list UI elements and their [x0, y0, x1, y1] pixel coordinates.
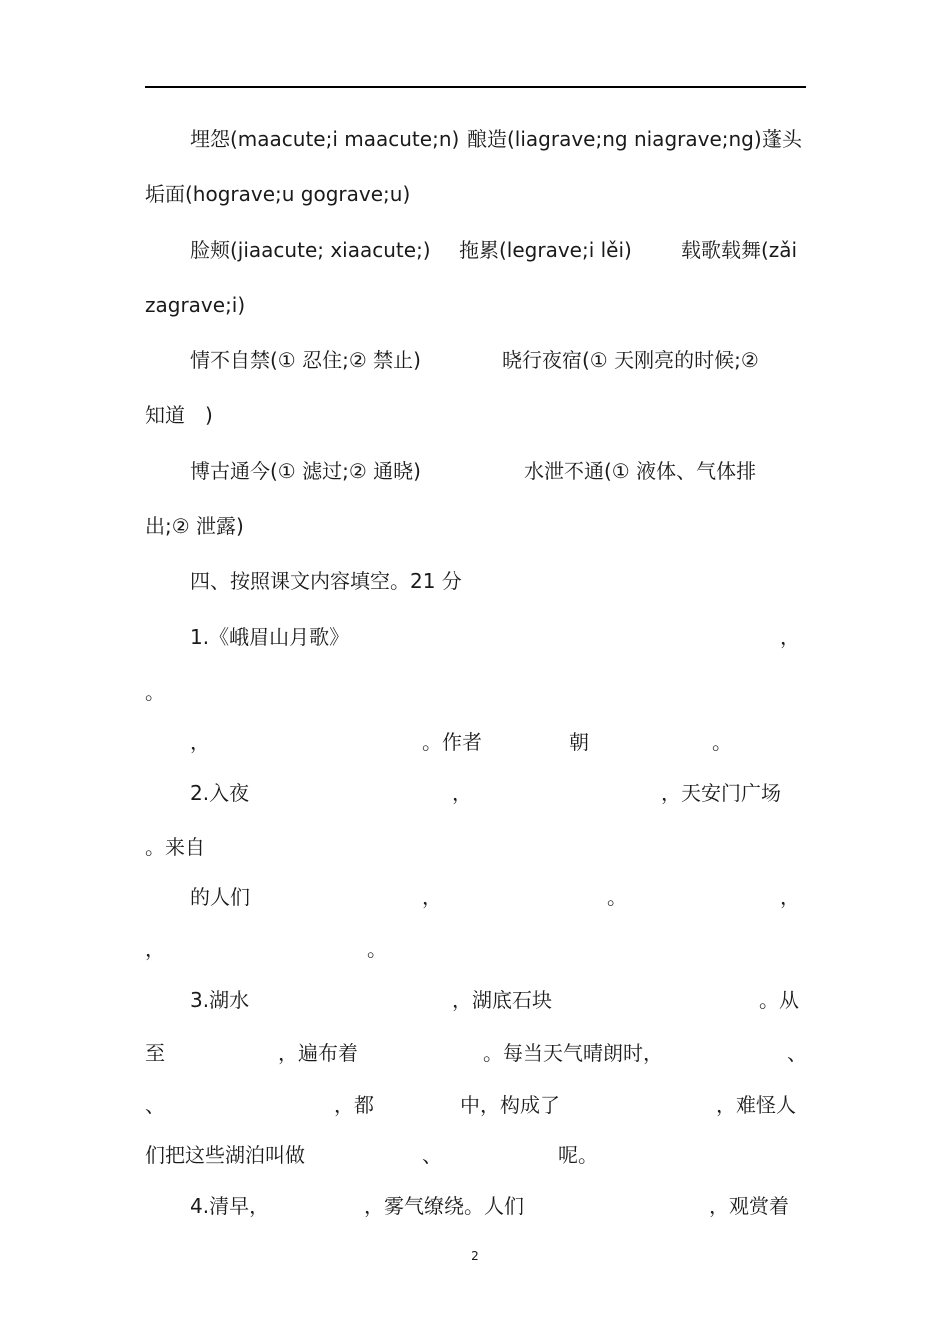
q1-period: 。	[145, 680, 165, 704]
q2-comma3: ，	[780, 885, 800, 909]
vocab-niangzao: 酿造(liagrave;ng niagrave;ng)	[467, 127, 762, 151]
q1-comma: ，	[780, 625, 800, 649]
q2-period1: 。	[607, 885, 627, 909]
q2-renmen: 的人们	[190, 885, 250, 909]
q2-comma4: ，	[145, 937, 165, 961]
q1-author: 。作者	[422, 730, 482, 754]
vocab-shuixiebutong-cont: 出;② 泄露)	[145, 514, 244, 538]
vocab-tuolei: 拖累(legrave;i lěi)	[459, 238, 632, 262]
q3-dun1: 、	[787, 1041, 807, 1065]
q3-hudi: ，湖底石块	[452, 988, 552, 1012]
q4-guanshang: ，观赏着	[709, 1194, 789, 1218]
page-number: 2	[471, 1249, 479, 1263]
q2-period2: 。	[367, 937, 387, 961]
q1-title: 1.《峨眉山月歌》	[190, 625, 350, 649]
q3-zhi: 至	[145, 1041, 165, 1065]
vocab-lianjia: 脸颊(jiaacute; xiaacute;)	[190, 238, 431, 262]
q3-cong: 。从	[759, 988, 799, 1012]
vocab-qingbuzijin: 情不自禁(① 忍住;② 禁止)	[190, 348, 421, 372]
q1-end: 。	[712, 730, 732, 754]
vocab-maiyuan: 埋怨(maacute;i maacute;n)	[190, 127, 460, 151]
q3-ne: 呢。	[558, 1143, 598, 1167]
vocab-zaigezaiwu-cont: zagrave;i)	[145, 293, 246, 317]
vocab-shuixiebutong: 水泄不通(① 液体、气体排	[524, 459, 757, 483]
q2-start: 2.入夜	[190, 781, 250, 805]
q2-tiananmen: ，天安门广场	[661, 781, 781, 805]
vocab-bogutongjin: 博古通今(① 滤过;② 通晓)	[190, 459, 421, 483]
vocab-goumian: 垢面(hograve;u gograve;u)	[145, 182, 411, 206]
q4-start: 4.清早，	[190, 1194, 270, 1218]
q3-dou: ，都	[334, 1093, 374, 1117]
q2-laizi: 。来自	[145, 835, 205, 859]
q3-meidang: 。每当天气晴朗时，	[483, 1041, 663, 1065]
q3-dun3: 、	[422, 1143, 442, 1167]
vocab-pengtou: 蓬头	[762, 127, 802, 151]
q4-wuqi: ，雾气缭绕。人们	[364, 1194, 524, 1218]
q3-zhong: 中，构成了	[460, 1093, 560, 1117]
q3-start: 3.湖水	[190, 988, 250, 1012]
vocab-xiaoxingyesu: 晓行夜宿(① 天刚亮的时候;②	[502, 348, 759, 372]
q2-comma2: ，	[422, 885, 442, 909]
vocab-zaigezaiwu: 载歌载舞(zǎi	[681, 238, 798, 262]
vocab-xiaoxingyesu-cont: 知道 )	[145, 403, 213, 427]
header-rule	[145, 86, 806, 88]
section-heading: 四、按照课文内容填空。21 分	[190, 569, 462, 593]
q2-comma1: ，	[452, 781, 472, 805]
q3-jiaozuo: 们把这些湖泊叫做	[145, 1143, 305, 1167]
q1-dynasty: 朝	[569, 730, 589, 754]
q1-comma2: ，	[190, 730, 210, 754]
q3-dun2: 、	[145, 1093, 165, 1117]
q3-bianbu: ，遍布着	[278, 1041, 358, 1065]
q3-nanguai: ，难怪人	[716, 1093, 796, 1117]
